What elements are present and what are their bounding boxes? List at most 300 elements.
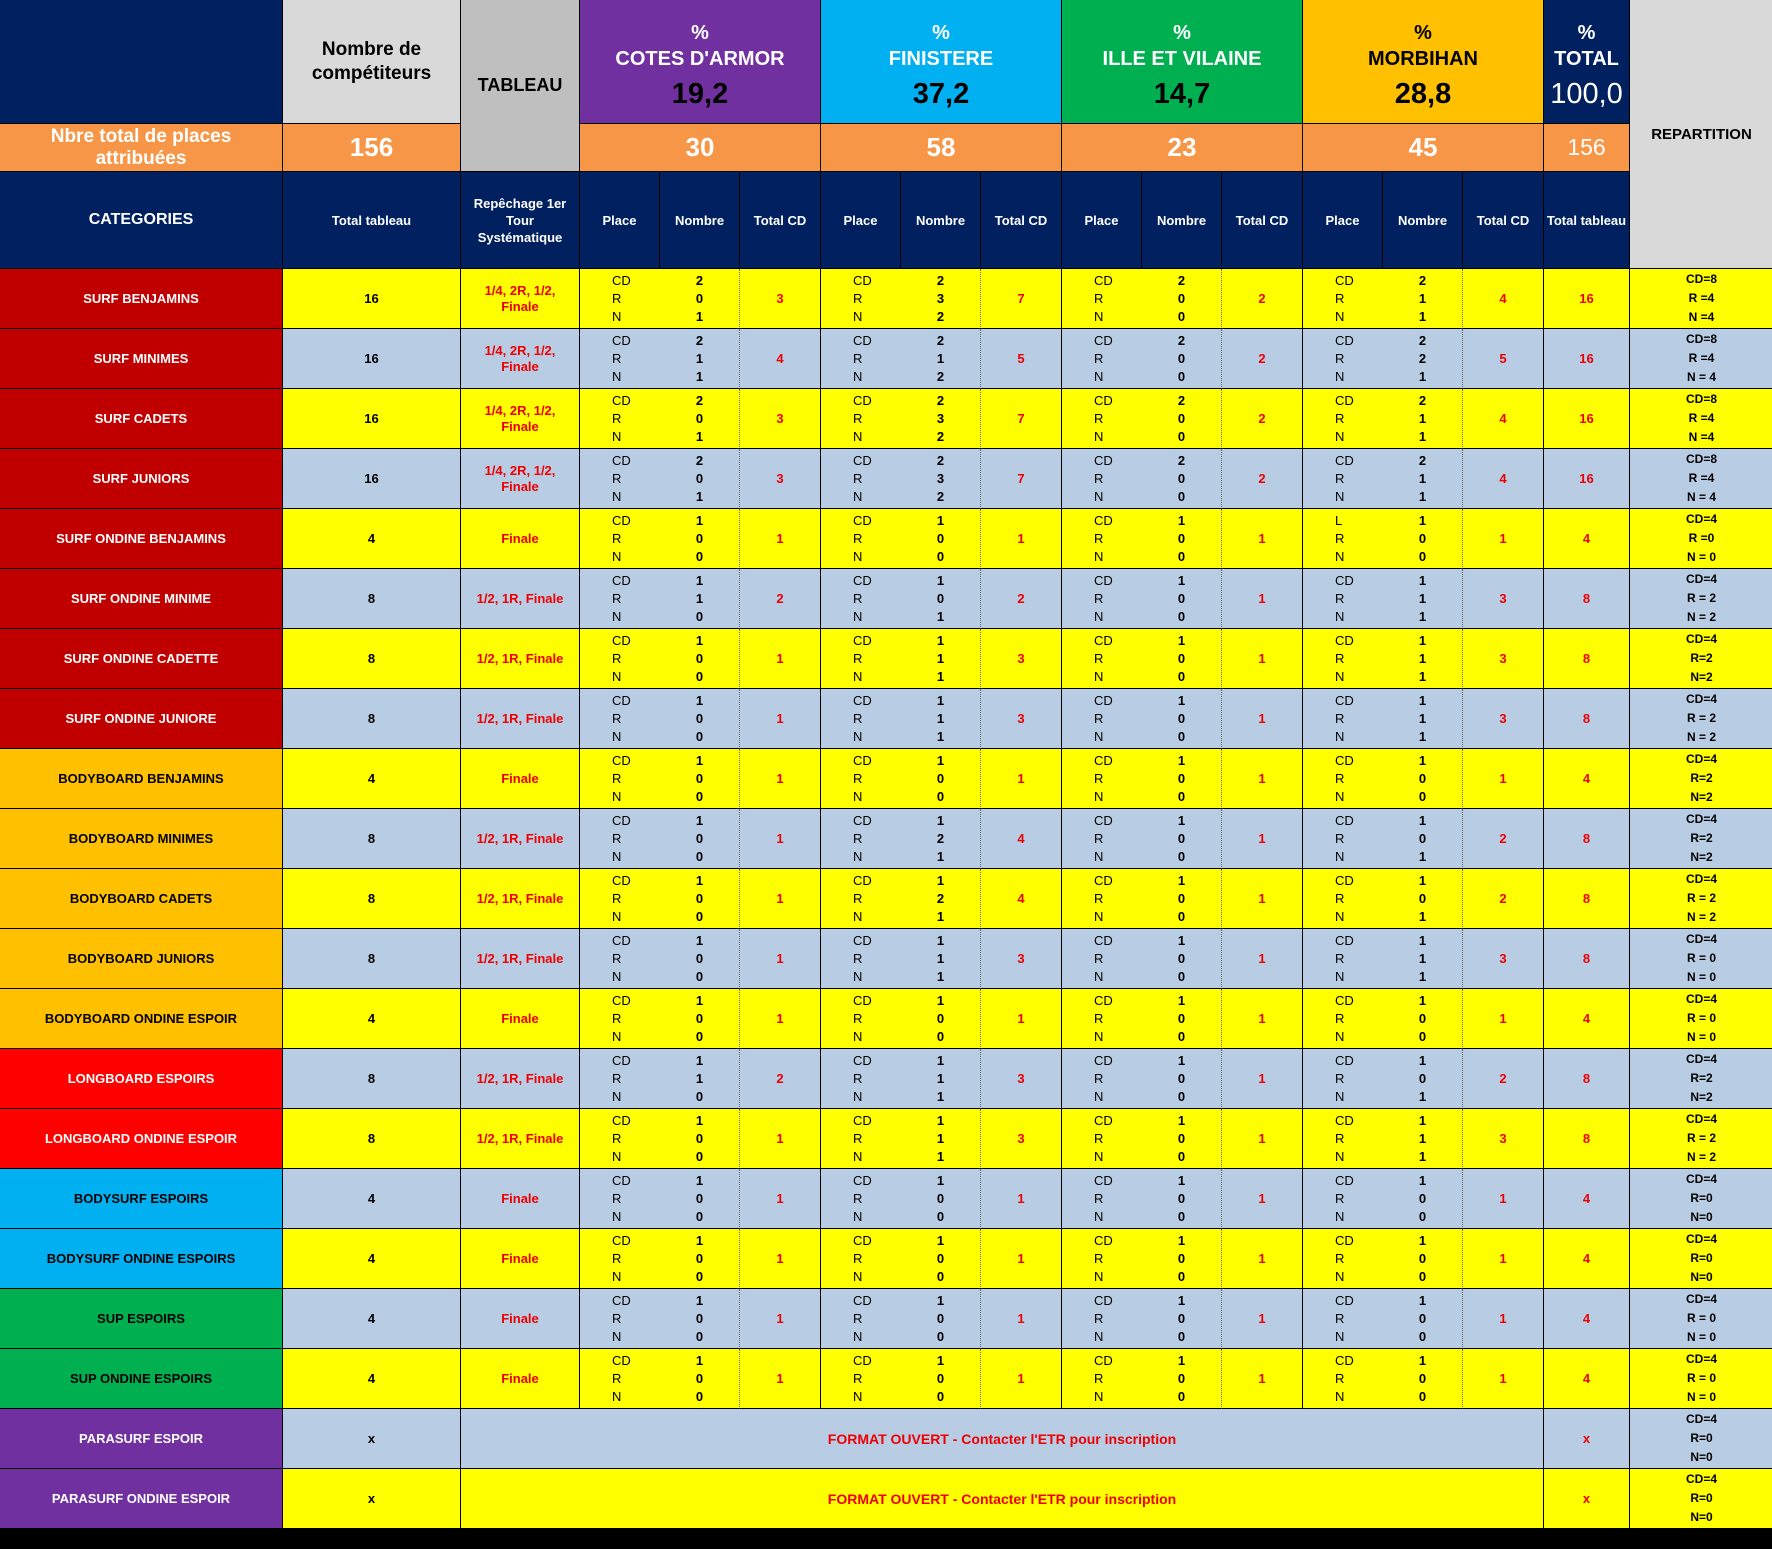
place-code: CD: [1335, 452, 1354, 468]
place-code: R: [853, 770, 863, 786]
nombre-cell: [901, 809, 981, 869]
nombre-value: 1: [1418, 590, 1427, 606]
repartition-cell: [1630, 569, 1772, 629]
total-cd-cell: 2: [1463, 1049, 1544, 1109]
place-code: N: [1335, 609, 1345, 625]
nombre-cell: [901, 1109, 981, 1169]
nombre-value: 0: [695, 830, 704, 846]
total-tableau-cell: 4: [283, 1289, 461, 1349]
place-code: CD: [853, 452, 872, 468]
nombre-value: 0: [695, 1209, 704, 1225]
place-cell: [1062, 929, 1142, 989]
place-code: CD: [612, 1172, 631, 1188]
repartition-line: CD=4: [1685, 1232, 1717, 1246]
total-cd-cell: 1: [981, 509, 1062, 569]
repartition-cell: [1630, 1169, 1772, 1229]
place-cell: [580, 989, 660, 1049]
place-code: CD: [853, 752, 872, 768]
place-cell: [1303, 269, 1383, 329]
place-code: R: [1335, 530, 1345, 546]
nombre-value: 0: [1418, 770, 1427, 786]
total-cd-cell: 1: [1222, 1169, 1303, 1229]
place-code: CD: [612, 692, 631, 708]
nombre-value: 1: [936, 992, 945, 1008]
place-code: R: [612, 1010, 622, 1026]
repartition-line: N =4: [1688, 310, 1715, 324]
nombre-cell: [901, 569, 981, 629]
nombre-value: 0: [695, 470, 704, 486]
nombre-value: 1: [936, 669, 945, 685]
nombre-value: 1: [1418, 950, 1427, 966]
place-cell: [1303, 1169, 1383, 1229]
repartition-line: CD=4: [1685, 1112, 1717, 1126]
place-cell: [1303, 809, 1383, 869]
place-code: N: [1094, 489, 1104, 505]
nombre-value: 0: [1418, 1010, 1427, 1026]
nombre-value: 0: [695, 969, 704, 985]
place-code: R: [612, 830, 622, 846]
total-cd-cell: 4: [1463, 449, 1544, 509]
categories-header: CATEGORIES: [0, 172, 283, 269]
place-code: N: [1094, 429, 1104, 445]
place-col-header: Place: [821, 172, 901, 269]
total-cd-cell: 1: [740, 1289, 821, 1349]
total-cd-cell: 3: [1463, 569, 1544, 629]
nombre-value: 0: [1177, 410, 1186, 426]
nombre-value: 0: [936, 1010, 945, 1026]
nombre-value: 1: [695, 812, 704, 828]
nombre-value: 1: [1177, 932, 1186, 948]
place-cell: [821, 569, 901, 629]
place-cell: [580, 569, 660, 629]
place-code: CD: [1094, 1052, 1113, 1068]
place-cell: [1303, 749, 1383, 809]
nombre-cell: [660, 629, 740, 689]
nombre-value: 0: [1177, 1010, 1186, 1026]
place-cell: [1062, 1229, 1142, 1289]
nombre-cell: [1383, 749, 1463, 809]
place-code: R: [853, 1250, 863, 1266]
place-code: CD: [853, 812, 872, 828]
nombre-value: 1: [1177, 992, 1186, 1008]
repartition-line: N =4: [1688, 430, 1715, 444]
place-code: R: [612, 1070, 622, 1086]
place-code: CD: [1094, 932, 1113, 948]
nombre-value: 1: [695, 752, 704, 768]
place-code: CD: [1335, 1052, 1354, 1068]
nombre-value: 0: [1177, 650, 1186, 666]
place-cell: [1062, 629, 1142, 689]
repartition-line: CD=4: [1685, 632, 1717, 646]
place-code: L: [1335, 512, 1343, 528]
place-code: R: [1335, 590, 1345, 606]
nombre-cell: [1383, 689, 1463, 749]
nombre-value: 0: [1177, 770, 1186, 786]
place-code: R: [1094, 350, 1104, 366]
total-cd-cell: 1: [1222, 1049, 1303, 1109]
place-code: N: [853, 849, 863, 865]
nombre-value: 1: [936, 572, 945, 588]
nombre-value: 0: [1418, 1310, 1427, 1326]
nombre-value: 0: [1418, 1370, 1427, 1386]
place-code: N: [612, 1149, 622, 1165]
corner-cell: [0, 0, 283, 124]
nombre-value: 2: [1177, 392, 1186, 408]
place-code: R: [612, 530, 622, 546]
nombre-value: 2: [1418, 350, 1427, 366]
place-code: CD: [1335, 1112, 1354, 1128]
nombre-value: 2: [1177, 332, 1186, 348]
nombre-value: 0: [1418, 1250, 1427, 1266]
total-cd-cell: 4: [981, 869, 1062, 929]
place-code: R: [612, 710, 622, 726]
nombre-value: 1: [936, 350, 945, 366]
place-code: CD: [853, 932, 872, 948]
row-total-tableau-cell: 16: [1544, 329, 1630, 389]
place-code: N: [612, 489, 622, 505]
nombre-value: 2: [936, 309, 945, 325]
place-code: CD: [853, 632, 872, 648]
place-code: N: [853, 1089, 863, 1105]
place-code: CD: [1335, 332, 1354, 348]
nombre-cell: [901, 329, 981, 389]
place-code: CD: [1094, 1352, 1113, 1368]
repartition-line: R=0: [1690, 1251, 1713, 1265]
place-cell: [580, 689, 660, 749]
place-code: R: [1094, 1130, 1104, 1146]
place-code: CD: [612, 272, 631, 288]
nombre-cell: [660, 989, 740, 1049]
nombre-value: 0: [1177, 549, 1186, 565]
nombre-value: 0: [1177, 1250, 1186, 1266]
place-code: R: [1094, 890, 1104, 906]
nombre-value: 1: [936, 1070, 945, 1086]
category-label: BODYBOARD MINIMES: [0, 809, 283, 869]
nombre-value: 0: [695, 789, 704, 805]
nombre-value: 1: [695, 1172, 704, 1188]
nombre-value: 0: [1177, 890, 1186, 906]
repartition-cell: [1630, 809, 1772, 869]
places-total-label: Nbre total de places attribuées: [0, 124, 283, 172]
place-code: N: [853, 489, 863, 505]
place-code: R: [1094, 1310, 1104, 1326]
nombre-cell: [1383, 1289, 1463, 1349]
tableau-format-cell: 1/2, 1R, Finale: [461, 869, 580, 929]
nombre-value: 0: [1418, 1389, 1427, 1405]
repartition-cell: [1630, 629, 1772, 689]
total-cd-cell: 1: [1222, 1229, 1303, 1289]
nombre-value: 0: [1177, 1029, 1186, 1045]
place-code: N: [853, 609, 863, 625]
dept-name: ILLE ET VILAINE: [1102, 48, 1262, 70]
place-code: CD: [612, 1112, 631, 1128]
nombre-value: 2: [695, 392, 704, 408]
repartition-line: CD=8: [1685, 272, 1717, 286]
total-cd-col-header: Total CD: [1463, 172, 1544, 269]
place-code: CD: [853, 1292, 872, 1308]
nombre-cell: [1142, 989, 1222, 1049]
place-cell: [580, 809, 660, 869]
dept-name: MORBIHAN: [1368, 48, 1478, 70]
total-tableau-cell: 4: [283, 989, 461, 1049]
total-cd-cell: 2: [1222, 389, 1303, 449]
tableau-format-cell: 1/4, 2R, 1/2, Finale: [461, 329, 580, 389]
nombre-value: 0: [1418, 830, 1427, 846]
nombre-value: 0: [936, 789, 945, 805]
nombre-value: 0: [1418, 549, 1427, 565]
place-code: N: [1335, 909, 1345, 925]
total-cd-cell: 1: [981, 1169, 1062, 1229]
pct-symbol: %: [1577, 22, 1596, 44]
nombre-competiteurs-header: Nombre de compétiteurs: [283, 0, 461, 124]
pct-symbol: %: [691, 22, 709, 44]
place-code: R: [1094, 1010, 1104, 1026]
total-cd-cell: 1: [1463, 1229, 1544, 1289]
place-code: N: [612, 1329, 622, 1345]
nombre-value: 1: [936, 1130, 945, 1146]
total-tableau-cell: x: [283, 1469, 461, 1529]
nombre-value: 1: [695, 350, 704, 366]
total-tableau-cell: 4: [283, 749, 461, 809]
nombre-value: 2: [936, 830, 945, 846]
place-code: R: [612, 1370, 622, 1386]
nombre-value: 0: [695, 650, 704, 666]
place-code: CD: [612, 392, 631, 408]
total-cd-cell: 1: [740, 629, 821, 689]
place-code: CD: [1094, 752, 1113, 768]
place-code: R: [1094, 1070, 1104, 1086]
place-code: CD: [853, 1052, 872, 1068]
place-code: N: [853, 969, 863, 985]
tableau-format-cell: Finale: [461, 1169, 580, 1229]
total-tableau-cell: 4: [283, 1229, 461, 1289]
nombre-cell: [901, 689, 981, 749]
nombre-value: 0: [1177, 309, 1186, 325]
nombre-value: 1: [936, 752, 945, 768]
total-cd-cell: 1: [1222, 509, 1303, 569]
nombre-cell: [901, 1049, 981, 1109]
nombre-value: 2: [936, 272, 945, 288]
place-code: N: [1094, 609, 1104, 625]
nombre-value: 1: [1418, 309, 1427, 325]
nombre-value: 1: [1418, 729, 1427, 745]
place-code: N: [853, 669, 863, 685]
nombre-value: 1: [936, 950, 945, 966]
nombre-value: 2: [1418, 452, 1427, 468]
total-cd-cell: 7: [981, 449, 1062, 509]
place-code: N: [1335, 1089, 1345, 1105]
total-cd-cell: 1: [1222, 1289, 1303, 1349]
place-code: CD: [612, 452, 631, 468]
nombre-value: 1: [936, 650, 945, 666]
repartition-line: CD=4: [1685, 752, 1717, 766]
place-code: R: [853, 1010, 863, 1026]
places-grand-total: 156: [1544, 124, 1630, 172]
place-code: R: [853, 1070, 863, 1086]
nombre-value: 0: [1177, 369, 1186, 385]
place-code: R: [1335, 1310, 1345, 1326]
place-code: CD: [612, 812, 631, 828]
total-cd-cell: 1: [981, 1289, 1062, 1349]
total-cd-cell: 3: [1463, 929, 1544, 989]
place-code: N: [612, 1089, 622, 1105]
nombre-value: 1: [936, 1172, 945, 1188]
nombre-value: 1: [1418, 632, 1427, 648]
total-cd-cell: 3: [981, 689, 1062, 749]
format-ouvert-note: FORMAT OUVERT - Contacter l'ETR pour inscription: [461, 1409, 1544, 1469]
total-cd-cell: 4: [740, 329, 821, 389]
place-code: CD: [612, 1352, 631, 1368]
nombre-value: 0: [1418, 1329, 1427, 1345]
place-code: N: [612, 669, 622, 685]
place-code: N: [612, 1209, 622, 1225]
repartition-line: CD=4: [1685, 1352, 1717, 1366]
total-cd-cell: 1: [981, 1229, 1062, 1289]
repartition-line: N=0: [1690, 1450, 1713, 1464]
place-code: N: [612, 729, 622, 745]
place-code: R: [612, 470, 622, 486]
places-morbihan: 45: [1303, 124, 1544, 172]
place-col-header: Place: [580, 172, 660, 269]
place-cell: [821, 749, 901, 809]
place-code: R: [1335, 1250, 1345, 1266]
nombre-cell: [901, 509, 981, 569]
repartition-line: CD=4: [1685, 512, 1717, 526]
nombre-value: 0: [1418, 530, 1427, 546]
nombre-value: 0: [1418, 1190, 1427, 1206]
repartition-cell: [1630, 1109, 1772, 1169]
tableau-format-cell: 1/2, 1R, Finale: [461, 929, 580, 989]
place-code: N: [1335, 849, 1345, 865]
row-total-tableau-cell: 8: [1544, 1049, 1630, 1109]
repartition-line: R =0: [1688, 531, 1715, 545]
row-total-tableau-cell: 8: [1544, 869, 1630, 929]
place-code: R: [853, 290, 863, 306]
total-tableau-cell: 16: [283, 449, 461, 509]
nombre-value: 0: [1177, 1370, 1186, 1386]
place-code: N: [612, 849, 622, 865]
nombre-value: 1: [936, 932, 945, 948]
repartition-line: N = 2: [1686, 610, 1716, 624]
row-total-tableau-cell: x: [1544, 1469, 1630, 1529]
nombre-cell: [901, 749, 981, 809]
place-cell: [821, 1049, 901, 1109]
dept-header-morbihan: [1303, 0, 1544, 124]
place-code: CD: [1335, 272, 1354, 288]
place-cell: [580, 329, 660, 389]
nombre-value: 1: [1418, 1292, 1427, 1308]
place-code: N: [1094, 1389, 1104, 1405]
nombre-value: 1: [1418, 909, 1427, 925]
tableau-format-cell: Finale: [461, 1289, 580, 1349]
place-code: N: [1335, 1269, 1345, 1285]
nombre-value: 1: [1418, 1232, 1427, 1248]
row-total-tableau-cell: 16: [1544, 269, 1630, 329]
place-code: N: [1094, 1209, 1104, 1225]
nombre-cell: [660, 809, 740, 869]
row-total-tableau-cell: 8: [1544, 569, 1630, 629]
total-cd-cell: 1: [740, 749, 821, 809]
row-total-tableau-cell: 8: [1544, 809, 1630, 869]
nombre-value: 1: [695, 1052, 704, 1068]
place-code: N: [853, 789, 863, 805]
place-code: R: [612, 1130, 622, 1146]
place-code: N: [853, 1329, 863, 1345]
place-cell: [821, 329, 901, 389]
total-cd-cell: 2: [981, 569, 1062, 629]
place-cell: [821, 449, 901, 509]
repartition-line: N=2: [1690, 670, 1713, 684]
nombre-value: 0: [1177, 669, 1186, 685]
place-code: R: [1335, 1130, 1345, 1146]
nombre-cell: [1383, 869, 1463, 929]
nombre-value: 1: [1418, 710, 1427, 726]
nombre-value: 1: [1418, 1149, 1427, 1165]
nombre-value: 1: [936, 1112, 945, 1128]
nombre-value: 1: [936, 812, 945, 828]
nombre-value: 0: [936, 1389, 945, 1405]
total-cd-cell: 1: [1222, 989, 1303, 1049]
repartition-cell: [1630, 1349, 1772, 1409]
pct-symbol: %: [1414, 22, 1432, 44]
nombre-value: 2: [936, 429, 945, 445]
nombre-cell: [901, 869, 981, 929]
nombre-value: 2: [1418, 272, 1427, 288]
nombre-value: 0: [1418, 1070, 1427, 1086]
nombre-value: 2: [936, 332, 945, 348]
repartition-line: N = 0: [1686, 1030, 1716, 1044]
place-code: CD: [853, 992, 872, 1008]
place-code: CD: [853, 1112, 872, 1128]
repartition-line: CD=8: [1685, 392, 1717, 406]
place-code: N: [1335, 1389, 1345, 1405]
place-code: N: [612, 429, 622, 445]
nombre-value: 2: [695, 272, 704, 288]
row-total-tableau-cell: 8: [1544, 629, 1630, 689]
nombre-value: 1: [1177, 872, 1186, 888]
total-tableau-cell: 8: [283, 929, 461, 989]
place-code: R: [853, 1370, 863, 1386]
total-cd-cell: 1: [1463, 509, 1544, 569]
dept-pct: 28,8: [1394, 78, 1452, 110]
nombre-cell: [1383, 269, 1463, 329]
place-cell: [1062, 749, 1142, 809]
place-cell: [580, 1289, 660, 1349]
nombre-value: 1: [1418, 369, 1427, 385]
place-code: N: [853, 1389, 863, 1405]
nombre-value: 1: [1418, 812, 1427, 828]
total-cd-cell: 3: [981, 1049, 1062, 1109]
place-cell: [580, 1349, 660, 1409]
total-tableau-cell: 4: [283, 509, 461, 569]
nombre-value: 1: [936, 1149, 945, 1165]
nombre-cell: [1142, 1289, 1222, 1349]
total-cd-cell: 1: [740, 1109, 821, 1169]
repartition-line: R = 2: [1686, 891, 1716, 905]
nombre-value: 1: [936, 1052, 945, 1068]
nombre-cell: [1383, 449, 1463, 509]
nombre-value: 0: [1418, 1209, 1427, 1225]
nombre-cell: [1383, 509, 1463, 569]
nombre-value: 1: [695, 309, 704, 325]
place-code: R: [1335, 770, 1345, 786]
repartition-line: R = 2: [1686, 1131, 1716, 1145]
place-code: CD: [1335, 1172, 1354, 1188]
place-code: CD: [853, 512, 872, 528]
place-code: R: [612, 1190, 622, 1206]
place-cell: [821, 929, 901, 989]
total-cd-cell: 1: [1222, 749, 1303, 809]
